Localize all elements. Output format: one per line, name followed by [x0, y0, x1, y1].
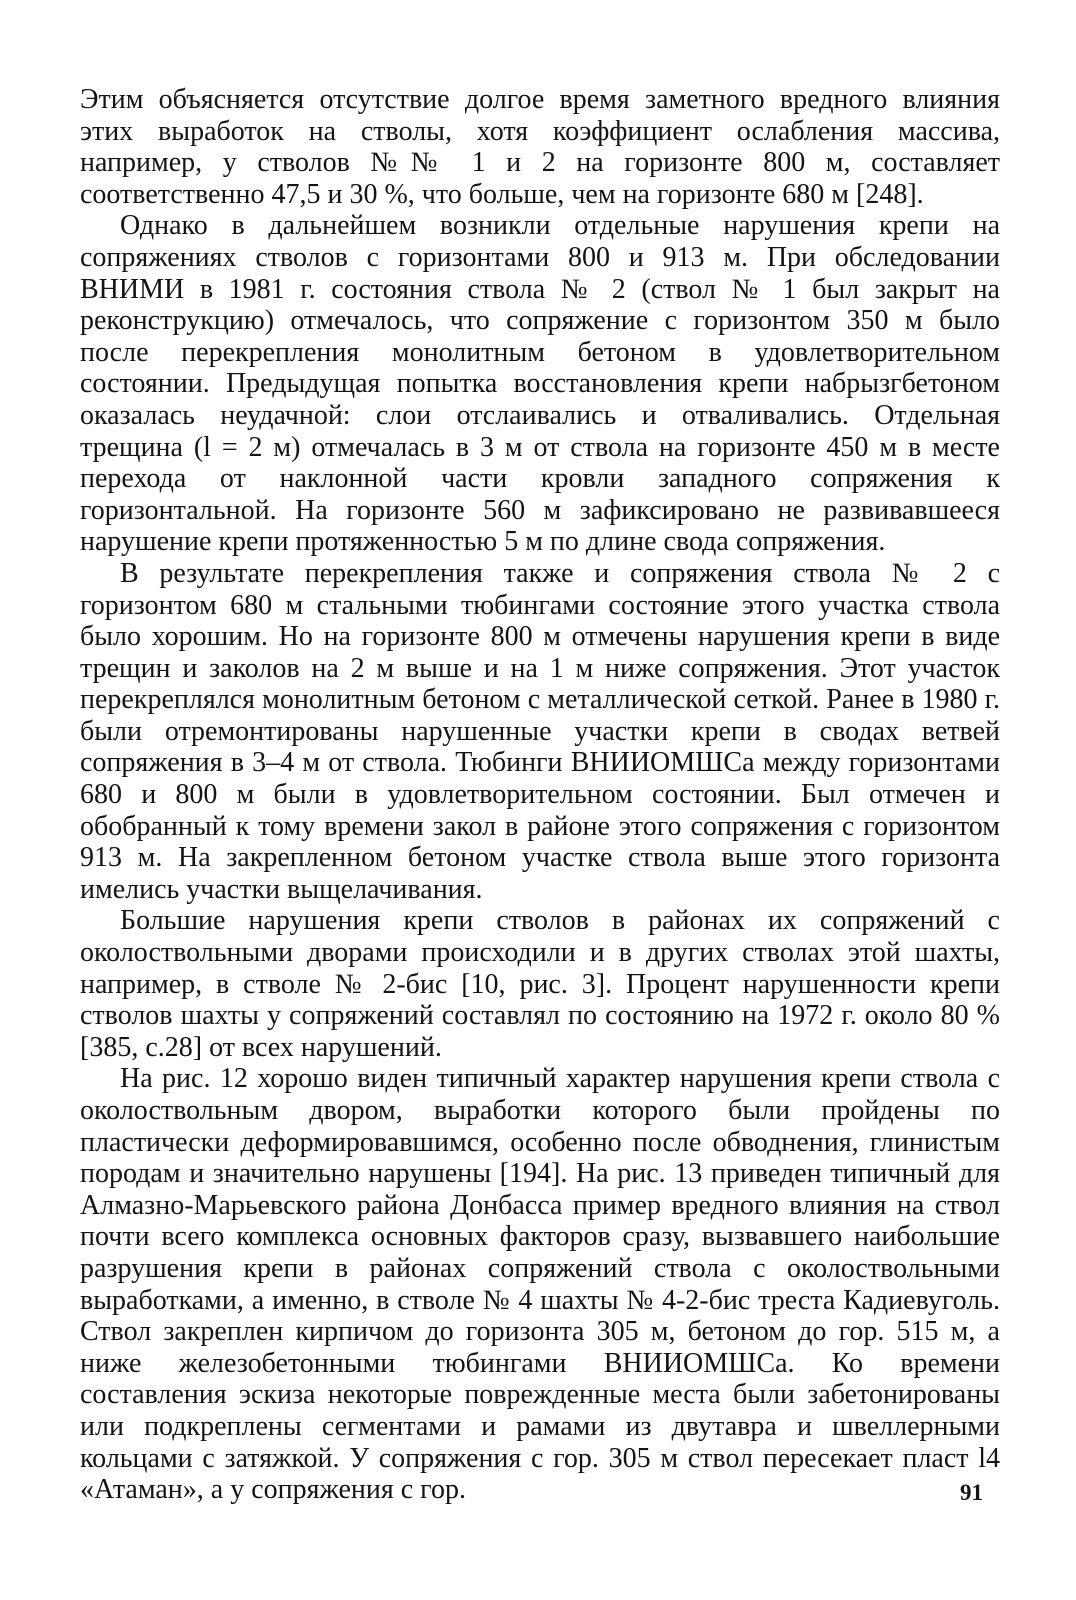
paragraph-2: Однако в дальнейшем возникли отдельные нарушения крепи на сопряжениях стволов с горизонтами 800 и 913 м. При обследовании ВНИМИ в 1981 г. состояния ствола № 2 (ствол № 1 был закрыт на реконструкцию) отмечалось, что сопряжение с горизонтом 350 м было после перекрепления монолитным бетоном в удовлетворительном состоянии. Предыдущая попытка восстановления крепи набрызгбетоном оказалась неудачной: слои отслаивались и отваливались. Отдельная трещина (l = 2 м) отмечалась в 3 м от ствола на горизонте 450 м в месте перехода от наклонной части кровли западного сопряжения к горизонтальной. На горизонте 560 м зафиксировано не развивавшееся нарушение крепи протяженностью 5 м по длине свода сопряжения.: [80, 210, 1000, 558]
body-text: [80, 84, 1000, 1506]
paragraph-3: В результате перекрепления также и сопряжения ствола № 2 с горизонтом 680 м стальными тюбингами состояние этого участка ствола было хорошим. Но на горизонте 800 м отмечены нарушения крепи в виде трещин и заколов на 2 м выше и на 1 м ниже сопряжения. Этот участок перекреплялся монолитным бетоном с металлической сеткой. Ранее в 1980 г. были отремонтированы нарушенные участки крепи в сводах ветвей сопряжения в 3–4 м от ствола. Тюбинги ВНИИОМШСа между горизонтами 680 и 800 м были в удовлетворительном состоянии. Был отмечен и обобранный к тому времени закол в районе этого сопряжения с горизонтом 913 м. На закрепленном бетоном участке ствола выше этого горизонта имелись участки выщелачивания.: [80, 557, 1000, 905]
paragraph-1: Этим объясняется отсутствие долгое время заметного вредного влияния этих выработок на стволы, хотя коэффициент ослабления массива, например, у стволов №№ 1 и 2 на горизонте 800 м, составляет соответственно 47,5 и 30 %, что больше, чем на горизонте 680 м [248].: [80, 84, 1000, 210]
paragraph-4: Большие нарушения крепи стволов в районах их сопряжений с околоствольными дворами происходили и в других стволах этой шахты, например, в стволе № 2-бис [10, рис. 3]. Процент нарушенности крепи стволов шахты у сопряжений составлял по состоянию на 1972 г. около 80 % [385, с.28] от всех нарушений.: [80, 905, 1000, 1063]
paragraph-5: На рис. 12 хорошо виден типичный характер нарушения крепи ствола с околоствольным двором, выработки которого были пройдены по пластически деформировавшимся, особенно после обводнения, глинистым породам и значительно нарушены [194]. На рис. 13 приведен типичный для Алмазно-Марьевского района Донбасса пример вредного влияния на ствол почти всего комплекса основных факторов сразу, вызвавшего наибольшие разрушения крепи в районах сопряжений ствола с околоствольными выработками, а именно, в стволе № 4 шахты № 4-2-бис треста Кадиевуголь. Ствол закреплен кирпичом до горизонта 305 м, бетоном до гор. 515 м, а ниже железобетонными тюбингами ВНИИОМШСа. Ко времени составления эскиза некоторые поврежденные места были забетонированы или подкреплены сегментами и рамами из двутавра и швеллерными кольцами с затяжкой. У сопряжения с гор. 305 м ствол пересекает пласт l4 «Атаман», а у сопряжения с гор.: [80, 1063, 1000, 1506]
page-number: 91: [960, 1480, 983, 1505]
